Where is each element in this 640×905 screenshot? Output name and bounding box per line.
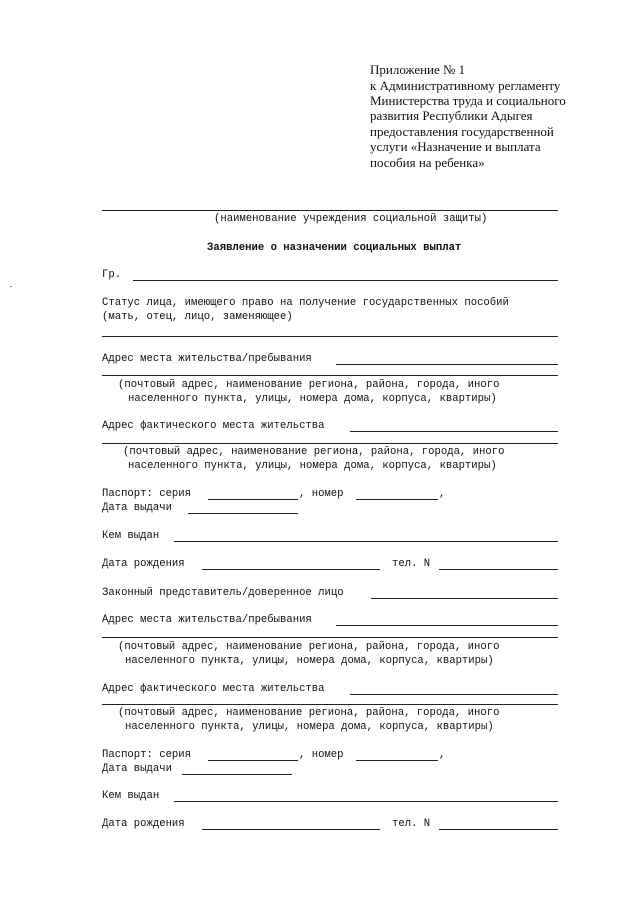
representative-label: Законный представитель/доверенное лицо (102, 587, 344, 599)
residence-hint-1: (почтовый адрес, наименование региона, района, города, иного (118, 379, 500, 391)
issued-by-field[interactable] (174, 541, 558, 542)
actual-residence-field[interactable] (350, 431, 558, 432)
rep-issue-date-field[interactable] (182, 774, 292, 775)
passport-comma: , (439, 488, 446, 500)
rep-phone-field[interactable] (439, 829, 558, 830)
rep-birth-date-field[interactable] (202, 829, 380, 830)
birth-date-field[interactable] (202, 569, 380, 570)
annex-line-1: Приложение № 1 (370, 62, 466, 77)
representative-field[interactable] (371, 598, 558, 599)
annex-line-5: предоставления государственной (370, 124, 554, 139)
rep-actual-residence-hint-1: (почтовый адрес, наименование региона, района, города, иного (118, 707, 500, 719)
passport-number-field[interactable] (356, 499, 438, 500)
passport-series-field[interactable] (208, 499, 298, 500)
actual-residence-label: Адрес фактического места жительства (102, 420, 325, 432)
rep-actual-residence-field-2[interactable] (102, 704, 558, 705)
birth-date-label: Дата рождения (102, 558, 185, 570)
rep-passport-number-label: , номер (299, 749, 344, 761)
residence-hint-2: населенного пункта, улицы, номера дома, корпуса, квартиры) (128, 393, 497, 405)
annex-line-4: развития Республики Адыгея (370, 108, 533, 123)
annex-line-6: услуги «Назначение и выплата (370, 139, 541, 154)
annex-line-7: пособия на ребенка» (370, 155, 485, 170)
rep-actual-residence-hint-2: населенного пункта, улицы, номера дома, корпуса, квартиры) (125, 721, 494, 733)
phone-field[interactable] (439, 569, 558, 570)
institution-line[interactable] (102, 210, 558, 211)
citizen-prefix: Гр. (102, 269, 122, 281)
rep-passport-number-field[interactable] (356, 760, 438, 761)
issued-by-label: Кем выдан (102, 530, 160, 542)
rep-residence-hint-1: (почтовый адрес, наименование региона, района, города, иного (118, 641, 500, 653)
actual-residence-hint-1: (почтовый адрес, наименование региона, района, города, иного (123, 446, 505, 458)
status-field[interactable] (102, 336, 558, 337)
issue-date-field[interactable] (188, 513, 298, 514)
rep-passport-series-field[interactable] (208, 760, 298, 761)
rep-residence-hint-2: населенного пункта, улицы, номера дома, корпуса, квартиры) (125, 655, 494, 667)
annex-line-3: Министерства труда и социального (370, 93, 566, 108)
rep-issued-by-field[interactable] (174, 801, 558, 802)
citizen-name-field[interactable] (133, 280, 558, 281)
rep-issued-by-label: Кем выдан (102, 790, 160, 802)
rep-birth-date-label: Дата рождения (102, 818, 185, 830)
rep-residence-field[interactable] (336, 625, 558, 626)
residence-field[interactable] (336, 364, 558, 365)
rep-actual-residence-field[interactable] (350, 694, 558, 695)
status-hint: (мать, отец, лицо, заменяющее) (102, 311, 293, 323)
residence-field-2[interactable] (102, 375, 558, 376)
rep-issue-date-label: Дата выдачи (102, 763, 172, 775)
issue-date-label: Дата выдачи (102, 502, 172, 514)
rep-phone-label: тел. N (392, 818, 431, 830)
annex-line-2: к Административному регламенту (370, 78, 561, 93)
residence-label: Адрес места жительства/пребывания (102, 353, 312, 365)
actual-residence-field-2[interactable] (102, 443, 558, 444)
passport-number-label: , номер (299, 488, 344, 500)
passport-series-label: Паспорт: серия (102, 488, 192, 500)
phone-label: тел. N (392, 558, 431, 570)
actual-residence-hint-2: населенного пункта, улицы, номера дома, корпуса, квартиры) (128, 460, 497, 472)
rep-passport-series-label: Паспорт: серия (102, 749, 192, 761)
rep-passport-comma: , (439, 749, 446, 761)
rep-residence-field-2[interactable] (102, 637, 558, 638)
institution-caption: (наименование учреждения социальной защиты) (214, 213, 488, 225)
rep-residence-label: Адрес места жительства/пребывания (102, 614, 312, 626)
scan-mark (10, 286, 12, 287)
form-title: Заявление о назначении социальных выплат (207, 242, 462, 254)
rep-actual-residence-label: Адрес фактического места жительства (102, 683, 325, 695)
status-label: Статус лица, имеющего право на получение государственных пособий (102, 297, 509, 309)
